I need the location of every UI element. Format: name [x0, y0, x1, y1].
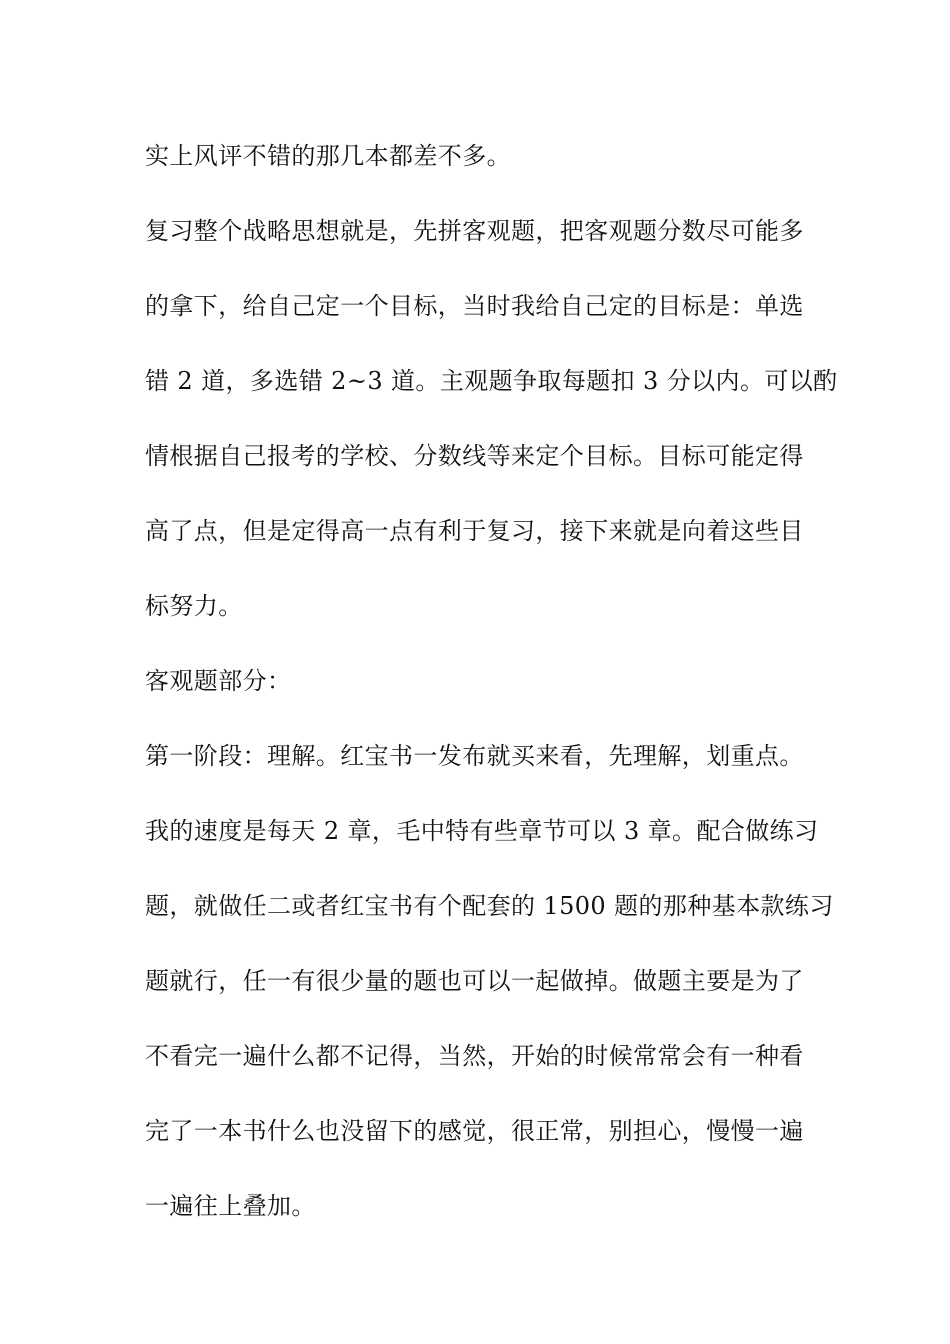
- text-line: 完了一本书什么也没留下的感觉，很正常，别担心，慢慢一遍: [145, 1117, 804, 1145]
- section-heading: 客观题部分：: [145, 667, 292, 695]
- text-line: 错 2 道，多选错 2~3 道。主观题争取每题扣 3 分以内。可以酌: [145, 367, 838, 395]
- text-line: 标努力。: [145, 592, 243, 620]
- paragraph-4: [145, 734, 810, 809]
- paragraph-3: [145, 659, 810, 734]
- document-body: [145, 134, 838, 1259]
- text-line: 我的速度是每天 2 章，毛中特有些章节可以 3 章。配合做练习: [145, 817, 819, 845]
- text-line: 题就行，任一有很少量的题也可以一起做掉。做题主要是为了: [145, 967, 804, 995]
- text-line: 复习整个战略思想就是，先拼客观题，把客观题分数尽可能多: [145, 217, 804, 245]
- text-line: 高了点，但是定得高一点有利于复习，接下来就是向着这些目: [145, 517, 804, 545]
- text-line: 第一阶段：理解。红宝书一发布就买来看，先理解，划重点。: [145, 742, 804, 770]
- paragraph-2: [145, 209, 838, 659]
- text-line: 不看完一遍什么都不记得，当然，开始的时候常常会有一种看: [145, 1042, 804, 1070]
- text-line: 一遍往上叠加。: [145, 1192, 316, 1220]
- text-line: 的拿下，给自己定一个目标，当时我给自己定的目标是：单选: [145, 292, 804, 320]
- text-line: 题，就做任二或者红宝书有个配套的 1500 题的那种基本款练习: [145, 892, 834, 920]
- paragraph-5: [145, 809, 834, 1259]
- text-line: 实上风评不错的那几本都差不多。: [145, 142, 511, 170]
- text-line: 情根据自己报考的学校、分数线等来定个目标。目标可能定得: [145, 442, 804, 470]
- paragraph-1: [145, 134, 810, 209]
